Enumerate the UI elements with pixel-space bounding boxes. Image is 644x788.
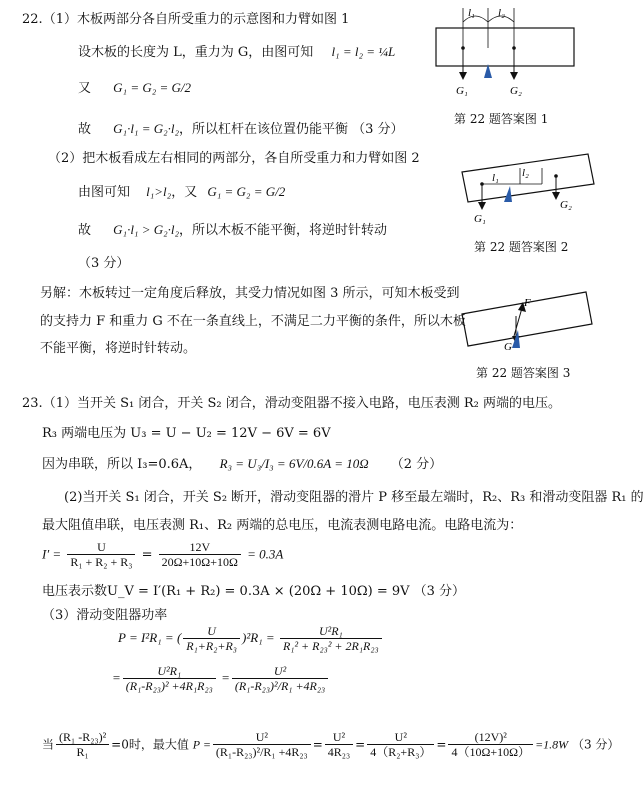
q23-p2-line2: 最大阻值串联，电压表测 R₁、R₂ 两端的总电压，电流表测电路电流。电路电流为：: [42, 518, 523, 533]
q23-p3-last: 当 $\frac{\text{(R₁ -R₂₃)²}}{\text{R₁}}$ =0时，最大值 P = $\frac{\text{U²}}{\text{(R₁-R₂₃)²/R₁ +4R₂₃}}$ = $\frac{\text{U²}}{\text{4R₂₃}}$ = $\frac{\text{U²}}{\text{4（R₂+R₃）}}$ = $\frac{\text{(12V)²}}{4(10\Omega+10\Omega)}$ =1.8W （3 分）: [42, 730, 620, 760]
part1-eq-gravity: G₁ = G₂ = G/2: [113, 80, 192, 95]
q23-p1-line2: R₃ 两端电压为 U₃ = U − U₂ = 12V − 6V = 6V: [42, 426, 331, 441]
q23-p1-line3: [42, 456, 442, 473]
part1-line1: [78, 44, 395, 61]
part2-mid: ，又: [171, 185, 198, 200]
part2-score: （3 分）: [78, 256, 130, 271]
part1-line3: [78, 121, 404, 138]
part1-eq-moment: G₁·l₁ = G₂·l₂: [113, 121, 180, 136]
p3-row1-b: )²R₁ =: [241, 629, 275, 645]
p3-last-result: =1.8W: [535, 737, 569, 752]
part2-title: （2）把木板看成左右相同的两部分，各自所受重力和力臂如图 2: [48, 151, 420, 166]
part1-you: 又: [78, 81, 92, 96]
fig1-label-g1: G₁: [456, 85, 468, 97]
fig3-label-g: G: [504, 341, 512, 353]
p3-last-g1: [213, 730, 311, 760]
p3-last-b: =0时，最大值: [111, 737, 189, 752]
q23-p2-line1: (2)当开关 S₁ 闭合，开关 S₂ 断开，滑动变阻器的滑片 P 移至最左端时，R₂、R₃ 和滑动变阻器 R₁ 的: [64, 490, 644, 505]
q23-p3-row2: = $\frac{\text{U²R₁}}{\text{(R₁-R₂₃)² +4R₁R₂₃}}$ = $\frac{\text{U²}}{\text{(R₁-R₂₃)²/R₁ +4R₂₃}}$: [112, 664, 330, 694]
p3-last-g2: [325, 730, 353, 760]
p3-row1-frac2: [280, 624, 382, 654]
fig1-caption: 第 22 题答案图 1: [454, 112, 549, 126]
q23-p2-line3: 电压表示数U_V = I′(R₁ + R₂) = 0.3A × (20Ω + 10Ω) = 9V （3 分）: [42, 584, 466, 599]
eq1-frac1: [67, 540, 135, 570]
p3-last-g4-den: 4（10Ω+10Ω）: [451, 745, 531, 760]
p3-last-a: 当: [42, 737, 55, 752]
part2-line1: [78, 184, 285, 201]
q23-p1-text: 因为串联，所以 I₃=0.6A，: [42, 457, 202, 472]
question-number: 23.: [22, 396, 43, 411]
part1-title: （1）木板两部分各自所受重力的示意图和力臂如图 1: [42, 12, 350, 27]
p3-last-g3: [367, 730, 434, 760]
p3-row1-frac2-num: U²R₁: [280, 624, 382, 639]
part2-line2: [78, 222, 387, 239]
p3-last-cond-frac: [56, 730, 109, 760]
p3-last-g1-den: (R₁-R₂₃)²/R₁ +4R₂₃: [215, 745, 308, 760]
p3-row2-frac2: [232, 664, 328, 694]
p3-row1-a: P = I²R₁ = (: [118, 629, 182, 645]
fig2-caption: 第 22 题答案图 2: [474, 240, 569, 254]
fig2-label-l2: l₂: [522, 167, 529, 179]
part1-line2: [78, 80, 191, 97]
p3-last-g3-den: 4（R₂+R₃）: [370, 745, 432, 760]
eq1-frac2-den: 20Ω+10Ω+10Ω: [161, 555, 238, 570]
p3-row2-frac1-num: U²R₁: [123, 664, 216, 679]
p3-row1-frac2-den: R₁² + R₂₃² + 2R₁R₂₃: [282, 639, 379, 654]
part1-eq-lever-arms: l₁ = l₂ = ¼L: [331, 44, 396, 59]
part2-eq-gravity: G₁ = G₂ = G/2: [207, 184, 286, 199]
p3-score: （3 分）: [571, 737, 620, 752]
part2-conclusion: ，所以木板不能平衡，将逆时针转动: [179, 223, 388, 238]
part1-text: 设木板的长度为 L，重力为 G，由图可知: [78, 45, 314, 60]
q23-p3-row1: [118, 624, 384, 654]
part2-text: 由图可知: [78, 185, 131, 200]
part2-eq-moment: G₁·l₁ > G₂·l₂: [113, 222, 180, 237]
eq1-frac1-num: U: [67, 540, 135, 555]
alt-line1: 另解：木板转过一定角度后释放，其受力情况如图 3 所示，可知木板受到: [40, 286, 460, 301]
p3-row2-frac1-den: (R₁-R₂₃)² +4R₁R₂₃: [125, 679, 213, 694]
p3-last-g4-num: (12V)²: [448, 730, 533, 745]
eq1-frac2: [159, 540, 241, 570]
part2-ineq: l₁>l₂: [146, 184, 172, 199]
fig3-caption: 第 22 题答案图 3: [476, 366, 571, 380]
fig1-label-l1: l₁: [468, 7, 475, 19]
p3-row2-frac1: [123, 664, 216, 694]
p3-last-g2-den: 4R₂₃: [327, 745, 351, 760]
fig1-label-l2: l₂: [498, 7, 505, 19]
p3-last-g2-num: U²: [325, 730, 353, 745]
p3-last-cond-num: (R₁ -R₂₃)²: [56, 730, 109, 745]
p3-row2-frac2-den: (R₁-R₂₃)²/R₁ +4R₂₃: [234, 679, 326, 694]
question-number: 22.: [22, 12, 43, 27]
figure-1: [432, 6, 582, 96]
alt-line3: 不能平衡，将逆时针转动。: [40, 341, 197, 356]
q23-line1: [22, 396, 561, 412]
q23-p1-score: （2 分）: [390, 457, 443, 472]
p3-last-g1-num: U²: [213, 730, 311, 745]
fig3-label-f: F: [524, 297, 531, 309]
q23-p1-eq: R₃ = U₃/I₃ = 6V/0.6A = 10Ω: [219, 456, 369, 471]
fig2-label-l1: l₁: [492, 172, 499, 184]
eq1-frac1-den: R₁ + R₂ + R₃: [70, 555, 133, 570]
q23-p1-line1: （1）当开关 S₁ 闭合，开关 S₂ 闭合，滑动变阻器不接入电路，电压表测 R₂ 两端的电压。: [42, 396, 561, 411]
p3-row1-frac1-den: R₁+R₂+R₃: [186, 639, 237, 654]
q22-title: [22, 12, 349, 28]
p3-last-c: P =: [192, 737, 211, 752]
p3-row1-frac1-num: U: [183, 624, 240, 639]
p3-row1-frac1: [183, 624, 240, 654]
eq1-result: = 0.3A: [247, 546, 284, 562]
alt-line2: 的支持力 F 和重力 G 不在一条直线上，不满足二力平衡的条件，所以木板: [40, 314, 466, 329]
figure-2: [458, 150, 598, 225]
eq1-lhs: I′ =: [42, 546, 62, 562]
part2-gu: 故: [78, 223, 92, 238]
p3-last-g4: [448, 730, 533, 760]
eq1-frac2-num: 12V: [159, 540, 241, 555]
p3-last-cond-den: R₁: [76, 745, 89, 760]
q23-p2-eq1: I′ = $\frac{U}{\text{R₁ + R₂ + R₃}}$ = $\frac{12V}{20\Omega+10\Omega+10\Omega}$ = 0.3A: [42, 540, 284, 570]
fig2-label-g1: G₁: [474, 213, 486, 225]
p3-last-g3-num: U²: [367, 730, 434, 745]
fig1-label-g2: G₂: [510, 85, 522, 97]
part1-gu: 故: [78, 122, 92, 137]
figure-3: [460, 290, 600, 360]
part1-conclusion: ，所以杠杆在该位置仍能平衡 （3 分）: [179, 122, 404, 137]
p3-row2-frac2-num: U²: [232, 664, 328, 679]
q23-p3-title: （3）滑动变阻器功率: [42, 608, 168, 623]
fig2-label-g2: G₂: [560, 199, 572, 211]
